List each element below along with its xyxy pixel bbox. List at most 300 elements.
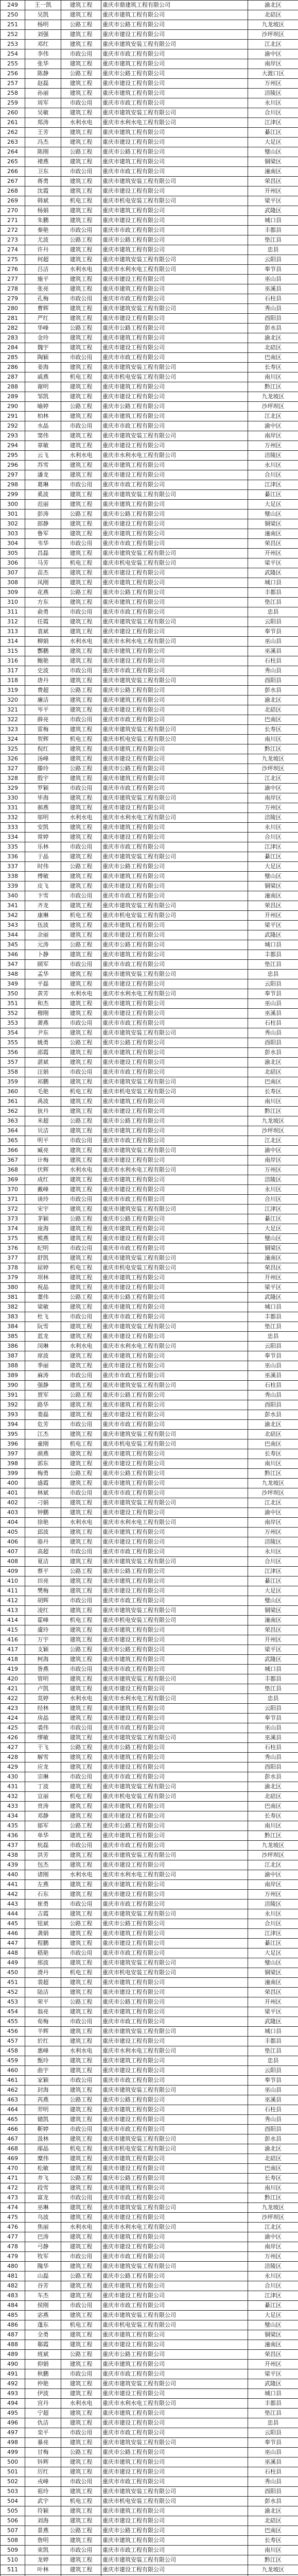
district: 荣昌区	[248, 1263, 298, 1273]
table-row	[1, 2115, 298, 2125]
district: 沙坪坝区	[248, 2213, 298, 2223]
table-row	[1, 2125, 298, 2134]
company-name: 重庆市机电安装工程有限公司	[101, 372, 248, 382]
row-number: 297	[1, 470, 25, 480]
specialty: 建筑工程	[61, 1655, 101, 1665]
table-row	[1, 754, 298, 764]
district: 渝北区	[248, 1782, 298, 1792]
person-name: 施平	[25, 275, 61, 284]
district: 南岸区	[248, 1880, 298, 1890]
table-row	[1, 1537, 298, 1547]
table-row	[1, 1841, 298, 1851]
table-row	[1, 2506, 298, 2516]
district: 大足区	[248, 500, 298, 510]
specialty: 公路工程	[61, 147, 101, 157]
row-number: 387	[1, 1351, 25, 1361]
specialty: 建筑工程	[61, 2565, 101, 2575]
specialty: 公路工程	[61, 1293, 101, 1302]
district: 铜梁区	[248, 882, 298, 891]
table-row	[1, 1283, 298, 1293]
company-name: 重庆市建设工程有限公司	[101, 1939, 248, 1948]
person-name: 苗杰	[25, 568, 61, 578]
district: 酉阳县	[248, 2487, 298, 2497]
person-name: 时伟	[25, 862, 61, 872]
row-number	[1, 2575, 25, 2576]
person-name: 凤刚	[25, 578, 61, 588]
district: 渝中区	[248, 1870, 298, 1880]
company-name: 重庆市建筑工程有限公司	[101, 2360, 248, 2369]
person-name: 牧军	[25, 2252, 61, 2262]
company-name: 重庆市市政工程有限公司	[101, 2301, 248, 2311]
table-row	[1, 402, 298, 412]
specialty: 建筑工程	[61, 1430, 101, 1439]
row-number: 275	[1, 255, 25, 265]
person-name: 邴晶	[25, 2144, 61, 2154]
specialty: 水利水电	[61, 2399, 101, 2409]
district: 云阳县	[248, 1704, 298, 1714]
specialty: 建筑工程	[61, 676, 101, 686]
company-name: 重庆市公路工程有限公司	[101, 686, 248, 696]
specialty: 机电工程	[61, 2144, 101, 2154]
district: 永川区	[248, 1547, 298, 1557]
specialty: 建筑工程	[61, 823, 101, 833]
table-row	[1, 2438, 298, 2448]
specialty: 市政公用	[61, 1019, 101, 1028]
row-number: 429	[1, 1762, 25, 1772]
table-row	[1, 1048, 298, 1058]
person-name: 刘海	[25, 2516, 61, 2526]
specialty: 市政公用	[61, 1723, 101, 1733]
company-name: 重庆市鼎建筑工程有限公司	[101, 1, 248, 10]
district: 长寿区	[248, 1087, 298, 1097]
district: 开州区	[248, 911, 298, 921]
row-number: 504	[1, 2497, 25, 2506]
row-number: 333	[1, 823, 25, 833]
district: 梁平区	[248, 2369, 298, 2379]
row-number: 302	[1, 519, 25, 529]
district: 南岸区	[248, 1518, 298, 1528]
person-name: 郭东	[25, 1459, 61, 1469]
row-number: 388	[1, 1361, 25, 1371]
person-name: 韦华	[25, 539, 61, 549]
table-row	[1, 79, 298, 89]
specialty: 市政公用	[61, 2428, 101, 2438]
company-name: 重庆市建筑工程有限公司	[101, 1302, 248, 1312]
district: 北碚区	[248, 705, 298, 715]
row-number: 436	[1, 1831, 25, 1841]
district	[248, 2575, 298, 2576]
person-name: 蒋勇	[25, 177, 61, 187]
company-name: 重庆市市政工程有限公司	[101, 1665, 248, 1674]
row-number: 375	[1, 1234, 25, 1244]
person-name: 贲涛	[25, 1802, 61, 1811]
company-name: 重庆市建设工程有限公司	[101, 30, 248, 40]
table-row	[1, 2154, 298, 2164]
person-name: 糜伟	[25, 2154, 61, 2164]
company-name: 重庆市公路工程有限公司	[101, 1391, 248, 1400]
person-name: 景燕	[25, 2526, 61, 2536]
company-name: 重庆市建筑安装工程有限公司	[101, 2379, 248, 2389]
company-name: 重庆市建筑工程有限公司	[101, 1126, 248, 1136]
company-name: 重庆市建设工程有限公司	[101, 275, 248, 284]
row-number: 472	[1, 2183, 25, 2193]
table-row	[1, 2418, 298, 2428]
table-row	[1, 627, 298, 637]
district: 巫山县	[248, 2086, 298, 2095]
table-row	[1, 1919, 298, 1929]
district: 石柱县	[248, 294, 298, 304]
district: 江北区	[248, 1860, 298, 1870]
district: 北碚区	[248, 2516, 298, 2526]
district: 北碚区	[248, 343, 298, 353]
table-row	[1, 441, 298, 451]
district: 合川区	[248, 833, 298, 842]
company-name: 重庆市市政工程有限公司	[101, 1900, 248, 1909]
specialty: 水利水电	[61, 1694, 101, 1704]
company-name: 重庆市市政工程有限公司	[101, 1596, 248, 1606]
specialty: 建筑工程	[61, 314, 101, 324]
table-row	[1, 1655, 298, 1665]
company-name: 重庆市建设工程有限公司	[101, 705, 248, 715]
table-row	[1, 940, 298, 950]
table-row	[1, 284, 298, 294]
company-name: 重庆市建筑工程有限公司	[101, 157, 248, 167]
specialty: 建筑工程	[61, 2458, 101, 2467]
company-name: 重庆市水利水电工程有限公司	[101, 637, 248, 647]
table-row	[1, 187, 298, 196]
row-number: 444	[1, 1909, 25, 1919]
specialty: 建筑工程	[61, 696, 101, 705]
company-name: 重庆市建筑工程有限公司	[101, 1625, 248, 1635]
person-name: 席波	[25, 1351, 61, 1361]
table-row	[1, 2056, 298, 2066]
person-name: 嵇艳	[25, 1948, 61, 1958]
district: 巫山县	[248, 1723, 298, 1733]
person-name: 喻婷	[25, 402, 61, 412]
table-row	[1, 118, 298, 128]
district: 奉节县	[248, 627, 298, 637]
company-name: 重庆市公路工程有限公司	[101, 147, 248, 157]
specialty: 市政公用	[61, 167, 101, 177]
district: 万州区	[248, 1165, 298, 1175]
company-name: 重庆市公路工程有限公司	[101, 2448, 248, 2458]
company-name: 重庆市建设工程有限公司	[101, 1185, 248, 1195]
person-name: 常婷	[25, 833, 61, 842]
table-row	[1, 872, 298, 882]
company-name: 重庆市建筑安装工程有限公司	[101, 725, 248, 735]
row-number: 461	[1, 2076, 25, 2086]
person-name: 松敏	[25, 2164, 61, 2174]
specialty: 公路工程	[61, 1743, 101, 1753]
row-number: 459	[1, 2056, 25, 2066]
company-name: 重庆市公路工程有限公司	[101, 862, 248, 872]
specialty: 建筑工程	[61, 793, 101, 803]
district: 江津区	[248, 480, 298, 490]
table-row	[1, 49, 298, 59]
table-row	[1, 1753, 298, 1762]
person-name: 秋鹏	[25, 2369, 61, 2379]
district: 九龙坡区	[248, 1116, 298, 1126]
specialty: 建筑工程	[61, 2311, 101, 2320]
district: 长寿区	[248, 1811, 298, 1821]
district: 黔江区	[248, 1831, 298, 1841]
specialty: 公路工程	[61, 510, 101, 519]
company-name: 重庆市建筑安装工程有限公司	[101, 1205, 248, 1214]
person-name: 周军	[25, 98, 61, 108]
district: 城口县	[248, 2027, 298, 2037]
specialty: 市政公用	[61, 715, 101, 725]
district: 梁平区	[248, 196, 298, 206]
district: 酉阳县	[248, 1038, 298, 1048]
row-number: 318	[1, 676, 25, 686]
row-number: 499	[1, 2448, 25, 2458]
row-number: 389	[1, 1371, 25, 1381]
specialty: 建筑工程	[61, 2203, 101, 2213]
district: 渝中区	[248, 1146, 298, 1156]
row-number: 344	[1, 930, 25, 940]
table-row	[1, 1684, 298, 1694]
district: 涪陵区	[248, 813, 298, 823]
table-row	[1, 324, 298, 333]
table-row	[1, 2330, 298, 2340]
company-name: 重庆市水利水电工程有限公司	[101, 1518, 248, 1528]
table-row	[1, 451, 298, 461]
row-number: 496	[1, 2418, 25, 2428]
company-name: 重庆市建设工程有限公司	[101, 1635, 248, 1645]
person-name: 包杰	[25, 1860, 61, 1870]
table-row	[1, 1263, 298, 1273]
row-number: 469	[1, 2154, 25, 2164]
table-row	[1, 2007, 298, 2017]
district: 垫江县	[248, 2409, 298, 2418]
table-row	[1, 1900, 298, 1909]
person-name: 高超	[25, 1547, 61, 1557]
table-row	[1, 862, 298, 872]
company-name: 重庆市建筑安装工程有限公司	[101, 970, 248, 979]
specialty: 公路工程	[61, 686, 101, 696]
row-number: 463	[1, 2095, 25, 2105]
company-name: 重庆市公路工程有限公司	[101, 1919, 248, 1929]
person-name: 袁斌	[25, 627, 61, 637]
row-number: 413	[1, 1606, 25, 1616]
row-number: 398	[1, 1459, 25, 1469]
specialty: 水利水电	[61, 2046, 101, 2056]
company-name: 重庆市建设工程有限公司	[101, 343, 248, 353]
person-name: 彭涛	[25, 510, 61, 519]
district: 沙坪坝区	[248, 764, 298, 774]
table-row	[1, 2086, 298, 2095]
specialty: 市政公用	[61, 480, 101, 490]
specialty: 建筑工程	[61, 872, 101, 882]
company-name: 重庆市机电安装工程有限公司	[101, 1087, 248, 1097]
table-row	[1, 304, 298, 314]
person-name: 华峰	[25, 324, 61, 333]
district: 奉节县	[248, 265, 298, 275]
person-name: 伏辉	[25, 1165, 61, 1175]
row-number: 478	[1, 2242, 25, 2252]
row-number: 317	[1, 666, 25, 676]
district: 黔江区	[248, 744, 298, 754]
person-name: 诸刚	[25, 1870, 61, 1880]
row-number: 418	[1, 1655, 25, 1665]
specialty: 建筑工程	[61, 1577, 101, 1586]
person-name: 暴亮	[25, 2438, 61, 2448]
person-name: 薛亮	[25, 715, 61, 725]
table-row	[1, 2066, 298, 2076]
row-number: 465	[1, 2115, 25, 2125]
person-name: 山磊	[25, 2272, 61, 2281]
row-number: 260	[1, 108, 25, 118]
row-number: 432	[1, 1792, 25, 1802]
table-row	[1, 2232, 298, 2242]
person-name: 姚勇	[25, 1038, 61, 1048]
person-name: 陆洁	[25, 1988, 61, 1997]
row-number: 352	[1, 1009, 25, 1019]
specialty: 建筑工程	[61, 979, 101, 989]
table-row	[1, 1939, 298, 1948]
specialty: 建筑工程	[61, 627, 101, 637]
company-name: 重庆市公路工程有限公司	[101, 1567, 248, 1577]
row-number: 506	[1, 2516, 25, 2526]
company-name: 重庆市建设工程有限公司	[101, 1537, 248, 1547]
table-row	[1, 69, 298, 79]
specialty: 公路工程	[61, 402, 101, 412]
district: 彭水县	[248, 686, 298, 696]
district: 南岸区	[248, 59, 298, 69]
person-name: 夏洁	[25, 1557, 61, 1567]
row-number: 254	[1, 49, 25, 59]
district: 垫江县	[248, 1322, 298, 1332]
specialty: 公路工程	[61, 2448, 101, 2458]
company-name: 重庆市市政工程有限公司	[101, 1420, 248, 1430]
row-number: 382	[1, 1302, 25, 1312]
district: 石柱县	[248, 1743, 298, 1753]
person-name: 储凯	[25, 2115, 61, 2125]
district: 南川区	[248, 1459, 298, 1469]
table-row	[1, 480, 298, 490]
person-name: 应龙	[25, 1762, 61, 1772]
specialty: 建筑工程	[61, 333, 101, 343]
company-name: 重庆市公路工程有限公司	[101, 20, 248, 30]
person-name: 巫琳	[25, 2203, 61, 2213]
district: 彭水县	[248, 324, 298, 333]
table-row	[1, 823, 298, 833]
district: 璧山区	[248, 1958, 298, 1968]
row-number: 290	[1, 402, 25, 412]
person-name: 路华	[25, 1400, 61, 1410]
person-name: 王芳	[25, 128, 61, 138]
row-number: 356	[1, 1048, 25, 1058]
person-name: 强静	[25, 1381, 61, 1391]
company-name: 重庆市公路工程有限公司	[101, 1038, 248, 1048]
row-number: 412	[1, 1596, 25, 1606]
company-name: 重庆市公路工程有限公司	[101, 1997, 248, 2007]
specialty: 公路工程	[61, 2350, 101, 2360]
district: 城口县	[248, 2389, 298, 2399]
row-number: 299	[1, 490, 25, 500]
company-name: 重庆市建设工程有限公司	[101, 568, 248, 578]
specialty: 市政公用	[61, 1312, 101, 1322]
person-name: 谷芳	[25, 2281, 61, 2291]
table-row	[1, 1107, 298, 1116]
specialty: 建筑工程	[61, 157, 101, 167]
row-number: 271	[1, 216, 25, 226]
specialty: 建筑工程	[61, 431, 101, 441]
row-number: 426	[1, 1733, 25, 1743]
district: 彭水县	[248, 2134, 298, 2144]
row-number: 483	[1, 2291, 25, 2301]
company-name: 重庆市市政工程有限公司	[101, 2252, 248, 2262]
district: 璧山区	[248, 872, 298, 882]
person-name: 萧燕	[25, 1019, 61, 1028]
table-row	[1, 2076, 298, 2086]
table-row	[1, 784, 298, 793]
specialty: 市政公用	[61, 891, 101, 901]
specialty: 建筑工程	[61, 255, 101, 265]
district: 大足区	[248, 2311, 298, 2320]
specialty: 建筑工程	[61, 128, 101, 138]
row-number: 422	[1, 1694, 25, 1704]
person-name: 朱鹏	[25, 216, 61, 226]
row-number: 355	[1, 1038, 25, 1048]
person-name: 万宇	[25, 1635, 61, 1645]
specialty: 建筑工程	[61, 1332, 101, 1342]
specialty: 市政公用	[61, 1067, 101, 1077]
district: 渝中区	[248, 49, 298, 59]
table-row	[1, 1988, 298, 1997]
table-row	[1, 1860, 298, 1870]
district: 石柱县	[248, 2105, 298, 2115]
specialty: 建筑工程	[61, 1753, 101, 1762]
table-row	[1, 1929, 298, 1939]
district: 合川区	[248, 1919, 298, 1929]
person-name: 车杰	[25, 2291, 61, 2301]
specialty: 建筑工程	[61, 1273, 101, 1283]
company-name: 重庆市市政工程有限公司	[101, 2428, 248, 2438]
row-number: 262	[1, 128, 25, 138]
district: 沙坪坝区	[248, 402, 298, 412]
company-name: 重庆市建筑工程有限公司	[101, 1753, 248, 1762]
company-name: 重庆市建设工程有限公司	[101, 1860, 248, 1870]
table-row	[1, 500, 298, 510]
specialty: 建筑工程	[61, 40, 101, 49]
table-row	[1, 2477, 298, 2487]
company-name: 重庆市公路工程有限公司	[101, 940, 248, 950]
district: 秀山县	[248, 1391, 298, 1400]
person-name: 谈玲	[25, 1195, 61, 1205]
company-name: 重庆市水利水电工程有限公司	[101, 1694, 248, 1704]
specialty: 市政公用	[61, 2252, 101, 2262]
specialty: 水利水电	[61, 637, 101, 647]
table-row	[1, 1302, 298, 1312]
person-name: 宗琳	[25, 1772, 61, 1782]
specialty: 市政公用	[61, 1244, 101, 1253]
person-name: 班斌	[25, 2350, 61, 2360]
specialty: 建筑工程	[61, 833, 101, 842]
row-number: 480	[1, 2262, 25, 2272]
row-number: 455	[1, 2017, 25, 2027]
row-number: 386	[1, 1342, 25, 1351]
district: 涪陵区	[248, 1537, 298, 1547]
row-number: 316	[1, 656, 25, 666]
row-number: 445	[1, 1919, 25, 1929]
district: 璧山区	[248, 147, 298, 157]
table-row	[1, 30, 298, 40]
specialty: 建筑工程	[61, 725, 101, 735]
district: 潼南区	[248, 1978, 298, 1988]
table-row	[1, 2311, 298, 2320]
row-number: 341	[1, 901, 25, 911]
